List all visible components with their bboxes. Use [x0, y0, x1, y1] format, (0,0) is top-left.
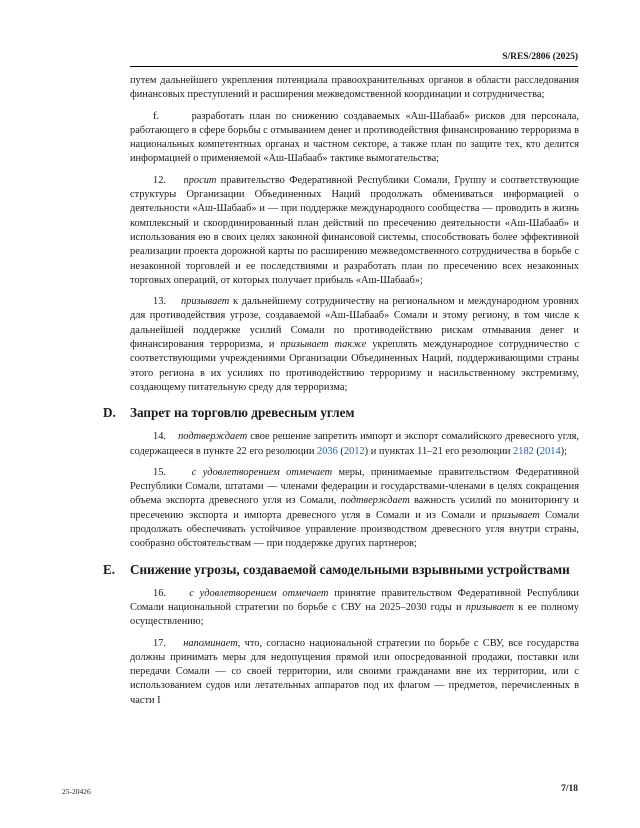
paragraph-text: , что, согласно национальной стратегии по борьбе с СВУ, все государства должны принимать меры для недопущения прямой или опосредованной продажи, поставки или передачи Сомали — со своей территории, или своими гражданами вне их территории, или с использованием судов или летательных аппаратов под их флагом — предметов, перечисленных в части I [130, 637, 579, 706]
paragraph-number: 16. [153, 587, 166, 599]
year-link[interactable]: 2012 [343, 445, 365, 457]
separator: ( [533, 445, 540, 457]
subparagraph-f [130, 110, 579, 167]
operative-verb: призывает также [280, 339, 367, 351]
resolution-link[interactable]: 2182 [513, 445, 534, 457]
section-title: Снижение угрозы, создаваемой самодельными взрывными устройствами [130, 561, 570, 577]
year-link[interactable]: 2014 [539, 445, 561, 457]
paragraph-13 [130, 295, 579, 395]
document-symbol: S/RES/2806 (2025) [130, 52, 578, 67]
section-heading-e [103, 562, 579, 577]
section-letter: D. [103, 405, 116, 421]
paragraph-17 [130, 637, 579, 708]
paragraph-16 [130, 587, 579, 630]
paragraph-text: свое решение запретить импорт и экспорт сомалийского древесного угля, содержащееся в пункте 22 его резолюции [130, 431, 579, 457]
subparagraph-text: разработать план по снижению создаваемых «Аш-Шабааб» рисков для персонала, работающего в сфере борьбы с отмыванием денег и противодействия финансированию терроризма в национальных компетентных органах и частном секторе, а также план по защите тех, кто делится информацией о применяемой «Аш-Шабааб» тактике вымогательства; [130, 110, 579, 165]
document-number: 25-20426 [62, 787, 91, 796]
paragraph-text: правительство Федеративной Республики Сомали, Группу и соответствующие структуры Организации Объединенных Наций продолжать обмениваться информацией о деятельности «Аш-Шабааб» и — при поддержке международного сообщества — проводить в жизнь комплексный и скоординированный план действий по пресечению деятельности «Аш-Шабааб» и использования ею в своих целях законной финансовой системы, способствовать более эффективной реализации проекта дорожной карты по расширению межведомственного сотрудничества в борьбе с незаконной торговлей и ее последствиями и разработать план по пресечению всех незаконных торговых операций, от которых получает прибыль «Аш-Шабааб»; [130, 174, 580, 286]
paragraph-text: меры, принимаемые правительством Федеративной Республики Сомали, штатами — членами федерации и государствами-членами в целях сокращения объема экспорта древесного угля из Сомали, [130, 466, 580, 507]
paragraph-12 [130, 174, 579, 288]
document-body [103, 74, 580, 715]
paragraph-text: ) и пунктах 11–21 его резолюции [364, 445, 511, 457]
paragraph-text: важность усилий по мониторингу и пресечению экспорта и импорта древесного угля в Сомали и из Сомали и [130, 495, 579, 521]
resolution-link[interactable]: 2036 [317, 445, 338, 457]
paragraph-number: 15. [153, 466, 166, 478]
paragraph-number: 13. [153, 296, 166, 308]
paragraph-15 [130, 466, 579, 552]
paragraph-number: 14. [153, 431, 166, 443]
page-number: 7/18 [561, 784, 578, 794]
operative-verb: напоминает [183, 637, 238, 649]
paragraph-text: к ее полному осуществлению; [130, 601, 579, 628]
operative-verb: призывает [491, 509, 540, 521]
paragraph-text: к дальнейшему сотрудничеству на региональном и международном уровнях для противодействия угрозе, создаваемой «Аш-Шабааб» Сомали и этому региону, в том числе к дальнейшей поддержке усилий Сомали по противодействию рискам отмывания денег и финансирования терроризма, и [130, 296, 580, 351]
section-letter: E. [103, 561, 116, 577]
separator: ( [337, 445, 344, 457]
subparagraph-number: f. [153, 110, 160, 122]
section-title: Запрет на торговлю древесным углем [130, 405, 355, 421]
operative-verb: призывает [465, 601, 515, 613]
paragraph-number: 17. [153, 637, 166, 649]
operative-verb: с удовлетворением отмечает [191, 466, 333, 478]
operative-verb: с удовлетворением отмечает [189, 587, 329, 599]
paragraph-text: принятие правительством Федеративной Республики Сомали национальной стратегии по борьбе с СВУ на 2025–2030 годы и [130, 587, 579, 613]
paragraph-14 [130, 430, 579, 459]
operative-verb: призывает [180, 296, 230, 308]
operative-verb: просит [183, 174, 217, 186]
paragraph-continuation: путем дальнейшего укрепления потенциала правоохранительных органов в области расследования финансовых преступлений и расширения межведомственной координации и сотрудничества; [130, 75, 579, 101]
section-heading-d [103, 405, 579, 420]
paragraph-text: Сомали продолжать обеспечивать устойчивое управление производством древесного угля внутри страны, сообразно обстоятельствам — при поддержке других партнеров; [130, 509, 580, 550]
operative-verb: подтверждает [178, 431, 248, 443]
paragraph-end: ); [560, 445, 568, 457]
paragraph-number: 12. [153, 174, 166, 186]
operative-verb: подтверждает [340, 495, 410, 507]
paragraph-text: укреплять международное сотрудничество с соответствующими учреждениями Организации Объединенных Наций, поддерживающими страны этого региона в их усилиях по противодействию терроризму и насильственному экстремизму, создающему питательную среду для терроризма; [130, 339, 580, 393]
